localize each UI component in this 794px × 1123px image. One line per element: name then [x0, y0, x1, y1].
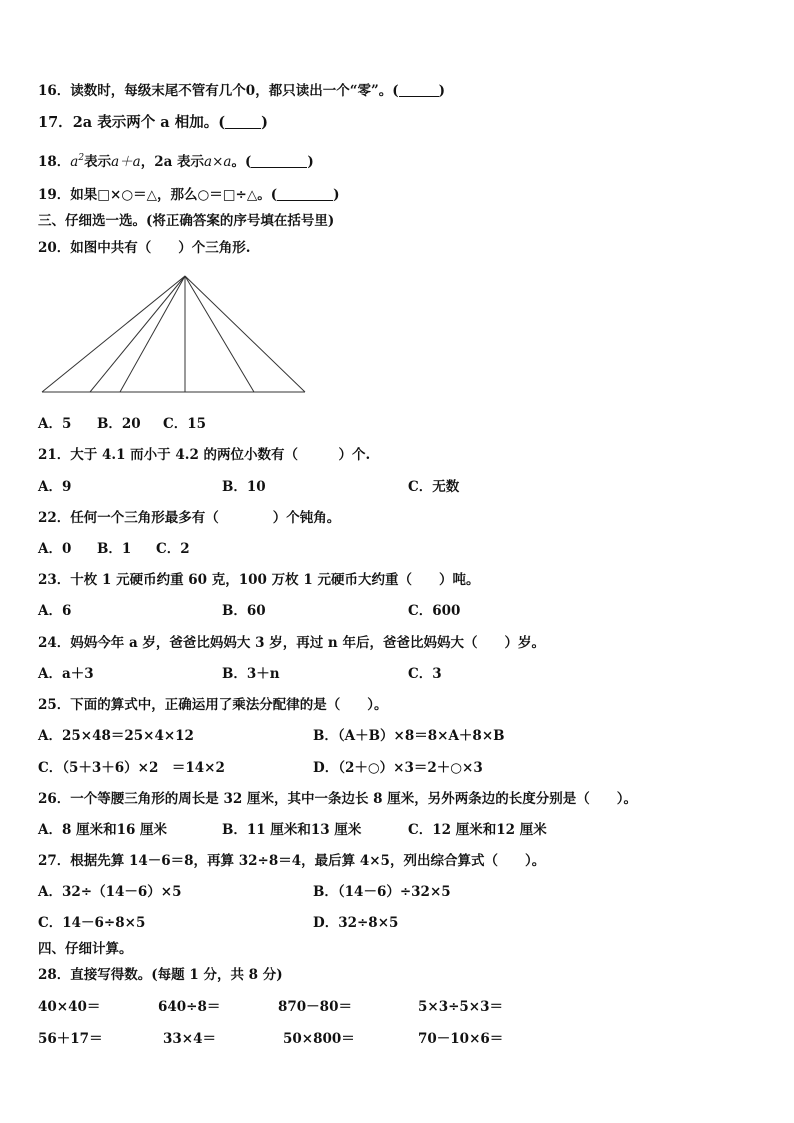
q27-option-d[interactable]: D．32÷8×5 [313, 915, 399, 931]
q21-option-c[interactable]: C．无数 [408, 479, 460, 495]
fig-side-right [185, 276, 305, 392]
section-3-heading: 三、仔细选一选。(将正确答案的序号填在括号里) [38, 213, 335, 229]
q21-option-a[interactable]: A．9 [38, 479, 72, 495]
q16-text: 读数时，每级末尾不管有几个0，都只读出一个“零”。( [70, 83, 399, 99]
q20-option-c[interactable]: C．15 [163, 416, 207, 432]
question-17: 17．2a 表示两个 a 相加。( ) [38, 114, 268, 131]
q26-option-c[interactable]: C．12 厘米和12 厘米 [408, 822, 547, 838]
q18-answer-blank[interactable] [251, 155, 307, 168]
q23-option-c[interactable]: C．600 [408, 603, 461, 619]
q25-option-b[interactable]: B．（A＋B）×8＝8×A＋8×B [313, 728, 505, 744]
q24-option-a[interactable]: A．a＋3 [38, 666, 94, 682]
q23-option-a[interactable]: A．6 [38, 603, 72, 619]
q28-item-1: 40×40＝ [38, 999, 101, 1015]
q17-number: 17． [38, 114, 73, 131]
q20-option-a[interactable]: A．5 [38, 416, 72, 432]
q18-expr1: a＋a [111, 154, 141, 170]
question-19: 19．如果□×○＝△，那么○＝□÷△。( ) [38, 187, 340, 203]
question-23: 23．十枚 1 元硬币约重 60 克，100 万枚 1 元硬币大约重（ ）吨。 [38, 572, 480, 588]
q28-item-8: 70－10×6＝ [418, 1031, 504, 1047]
q25-option-c[interactable]: C．（5＋3＋6）×2 ＝14×2 [38, 760, 225, 776]
q19-answer-blank[interactable] [277, 188, 333, 201]
triangle-figure [38, 272, 310, 397]
q18-number: 18． [38, 154, 71, 170]
question-25: 25．下面的算式中，正确运用了乘法分配律的是（ ）。 [38, 697, 388, 713]
q16-number: 16． [38, 83, 71, 99]
q21-option-b[interactable]: B．10 [222, 479, 266, 495]
q19-text: 如果□×○＝△，那么○＝□÷△。( [70, 187, 278, 203]
q23-option-b[interactable]: B．60 [222, 603, 266, 619]
question-20: 20．如图中共有（ ）个三角形. [38, 240, 251, 256]
question-18: 18．$a^2$表示a＋a，2a 表示a×a。( ) [38, 153, 314, 170]
q27-option-c[interactable]: C．14－6÷8×5 [38, 915, 146, 931]
q28-item-7: 50×800＝ [283, 1031, 355, 1047]
q24-option-c[interactable]: C．3 [408, 666, 442, 682]
q18-var-a: a [70, 154, 79, 170]
question-16: 16．读数时，每级末尾不管有几个0，都只读出一个“零”。( ) [38, 83, 445, 99]
q28-item-5: 56＋17＝ [38, 1031, 103, 1047]
q18-exponent: 2 [78, 153, 85, 163]
question-28: 28．直接写得数。(每题 1 分，共 8 分) [38, 967, 283, 983]
q17-text: 2a 表示两个 a 相加。( [72, 114, 226, 131]
fig-inner-line-1 [90, 276, 185, 392]
fig-inner-line-4 [185, 276, 254, 392]
q28-item-4: 5×3÷5×3＝ [418, 999, 504, 1015]
q26-option-b[interactable]: B．11 厘米和13 厘米 [222, 822, 362, 838]
q28-item-3: 870－80＝ [278, 999, 352, 1015]
q28-item-6: 33×4＝ [163, 1031, 216, 1047]
question-26: 26．一个等腰三角形的周长是 32 厘米，其中一条边长 8 厘米，另外两条边的长度分别是（ ）。 [38, 791, 638, 807]
q25-option-d[interactable]: D．（2＋○）×3＝2＋○×3 [313, 760, 483, 776]
q16-answer-blank[interactable] [399, 84, 439, 97]
fig-inner-line-2 [120, 276, 185, 392]
q19-number: 19． [38, 187, 71, 203]
question-21: 21．大于 4.1 而小于 4.2 的两位小数有（ ）个. [38, 447, 371, 463]
q24-option-b[interactable]: B．3＋n [222, 666, 280, 682]
question-24: 24．妈妈今年 a 岁，爸爸比妈妈大 3 岁，再过 n 年后，爸爸比妈妈大（ ）岁。 [38, 635, 545, 651]
question-22: 22．任何一个三角形最多有（ ）个钝角。 [38, 510, 341, 526]
q25-option-a[interactable]: A．25×48＝25×4×12 [38, 728, 194, 744]
fig-side-left [42, 276, 185, 392]
question-27: 27．根据先算 14－6＝8，再算 32÷8＝4，最后算 4×5，列出综合算式（ ）。 [38, 853, 546, 869]
q22-option-b[interactable]: B．1 [97, 541, 132, 557]
q17-answer-blank[interactable] [225, 116, 261, 129]
q22-option-c[interactable]: C．2 [156, 541, 190, 557]
q27-option-a[interactable]: A．32÷（14－6）×5 [38, 884, 182, 900]
q26-option-a[interactable]: A．8 厘米和16 厘米 [38, 822, 168, 838]
section-4-heading: 四、仔细计算。 [38, 941, 133, 957]
q20-option-b[interactable]: B．20 [97, 416, 141, 432]
q22-option-a[interactable]: A．0 [38, 541, 72, 557]
q27-option-b[interactable]: B．（14－6）÷32×5 [313, 884, 451, 900]
q18-expr2: a×a [204, 154, 232, 170]
q28-item-2: 640÷8＝ [158, 999, 221, 1015]
